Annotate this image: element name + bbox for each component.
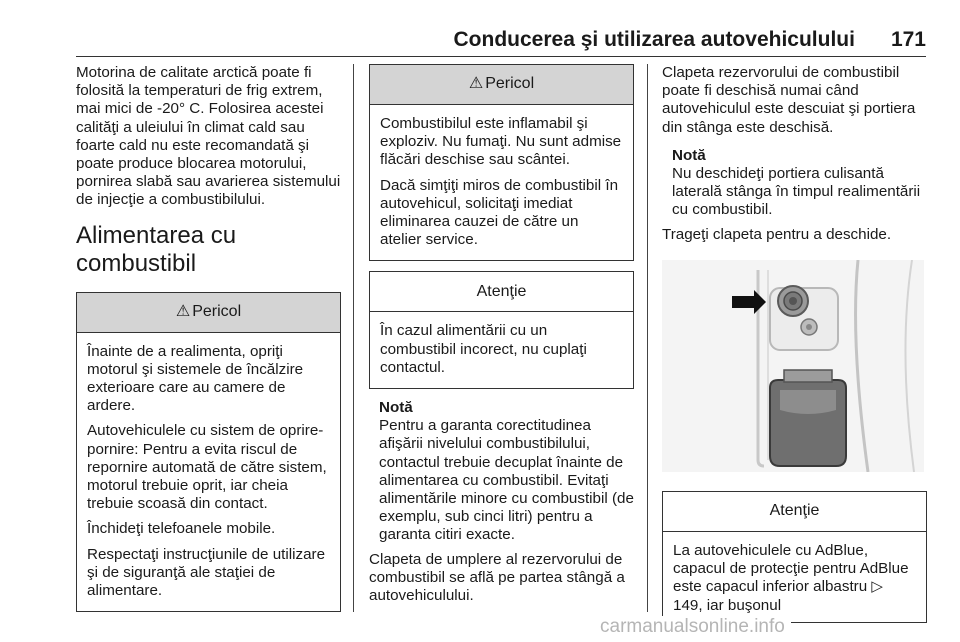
fuel-flap-illustration [662, 260, 924, 472]
caution-box-title: Atenţie [769, 502, 820, 520]
page-header [76, 28, 926, 54]
note-title: Notă [672, 146, 706, 164]
danger-box-body [370, 105, 633, 260]
filler-flap-location-paragraph: Clapeta de umplere al rezervorului de combustibil se află pe partea stângă a autovehiculului. [369, 550, 625, 605]
watermark: carmanualsonline.info [594, 616, 791, 638]
caution-box-wrong-fuel [369, 271, 634, 389]
note-text: Pentru a garanta corectitudinea afişării nivelului combustibilului, contactul trebuie decuplat înainte de alimentarea cu combustibil. Evitaţi alimentările minore cu combustibil (de exemplu, sub cinci litri) pentru a garanta citiri exacte. [379, 417, 634, 544]
caution-box-header [663, 492, 926, 532]
caution-box-body [663, 532, 926, 622]
arctic-diesel-paragraph: Motorina de calitate arctică poate fi folosită la temperaturi de frig extrem, mai mici de -20° C. Folosirea acestei calităţi a uleiului în climat cald sau foarte cald nu este recomandată şi poate produce blocarea motorului, pornirea slabă sau avarierea sistemului de injecţie a combustibilului. [76, 64, 341, 209]
caution-box-title: Atenţie [476, 282, 527, 300]
page-header-title: Conducerea şi utilizarea autovehiculului [453, 28, 855, 51]
column-left [76, 64, 341, 622]
note-text: Nu deschideţi portiera culisantă laterală stânga în timpul realimentării cu combustibil. [672, 165, 921, 219]
danger-paragraph: Respectaţi instrucţiunile de utilizare şi de siguranţă ale staţiei de alimentare. [87, 545, 326, 600]
caution-paragraph [673, 542, 916, 615]
danger-paragraph: Dacă simţiţi miros de combustibil în autovehicul, solicitaţi imediat eliminarea cauzei de către un atelier service. [380, 176, 619, 249]
column-middle [369, 64, 634, 611]
danger-paragraph: Combustibilul este inflamabil şi exploziv. Nu fumaţi. Nu sunt admise flăcări deschise sau scântei. [380, 115, 622, 169]
caution-box-header [370, 272, 633, 312]
flap-unlock-paragraph: Clapeta rezervorului de combustibil poate fi deschisă numai când autovehiculul este descuiat şi portiera din stânga este deschisă. [662, 64, 916, 136]
danger-box-header [77, 293, 340, 333]
warning-triangle-icon: ⚠ [468, 75, 484, 93]
danger-paragraph: Închideţi telefoanele mobile. [87, 520, 276, 538]
danger-box-title: Pericol [192, 303, 242, 321]
danger-paragraph: Înainte de a realimenta, opriţi motorul şi sistemele de încălzire exterioare care au camere de ardere. [87, 342, 304, 415]
caution-box-body [370, 312, 633, 388]
danger-box-title: Pericol [485, 75, 535, 93]
caution-box-adblue [662, 491, 927, 623]
warning-triangle-icon: ⚠ [175, 303, 191, 321]
page-reference-icon[interactable]: ▷ [871, 578, 884, 596]
note-title: Notă [379, 399, 413, 417]
caution-text-start: La autovehiculele cu AdBlue, capacul de protecţie pentru AdBlue este capacul inferior albastru [673, 542, 909, 596]
column-right [662, 64, 927, 633]
note-sliding-door [662, 147, 927, 220]
note-fuel-gauge [369, 399, 634, 545]
pull-flap-instruction: Trageţi clapeta pentru a deschide. [662, 225, 892, 243]
danger-box-body [77, 333, 340, 612]
header-rule [76, 56, 926, 57]
section-title: Alimentarea cu combustibil [76, 221, 237, 277]
danger-box-flammable [369, 64, 634, 261]
column-divider-right [647, 64, 648, 612]
column-divider-left [353, 64, 354, 612]
caution-text-end: 149, iar buşonul [673, 596, 782, 614]
page-number: 171 [890, 28, 926, 51]
caution-paragraph: În cazul alimentării cu un combustibil incorect, nu cuplaţi contactul. [380, 322, 587, 376]
danger-box-header [370, 65, 633, 105]
danger-box-refuelling [76, 292, 341, 613]
danger-paragraph: Autovehiculele cu sistem de oprire-pornire: Pentru a evita riscul de repornire automată de către sistem, motorul trebuie oprit, iar cheia trebuie scoasă din contact. [87, 422, 327, 513]
